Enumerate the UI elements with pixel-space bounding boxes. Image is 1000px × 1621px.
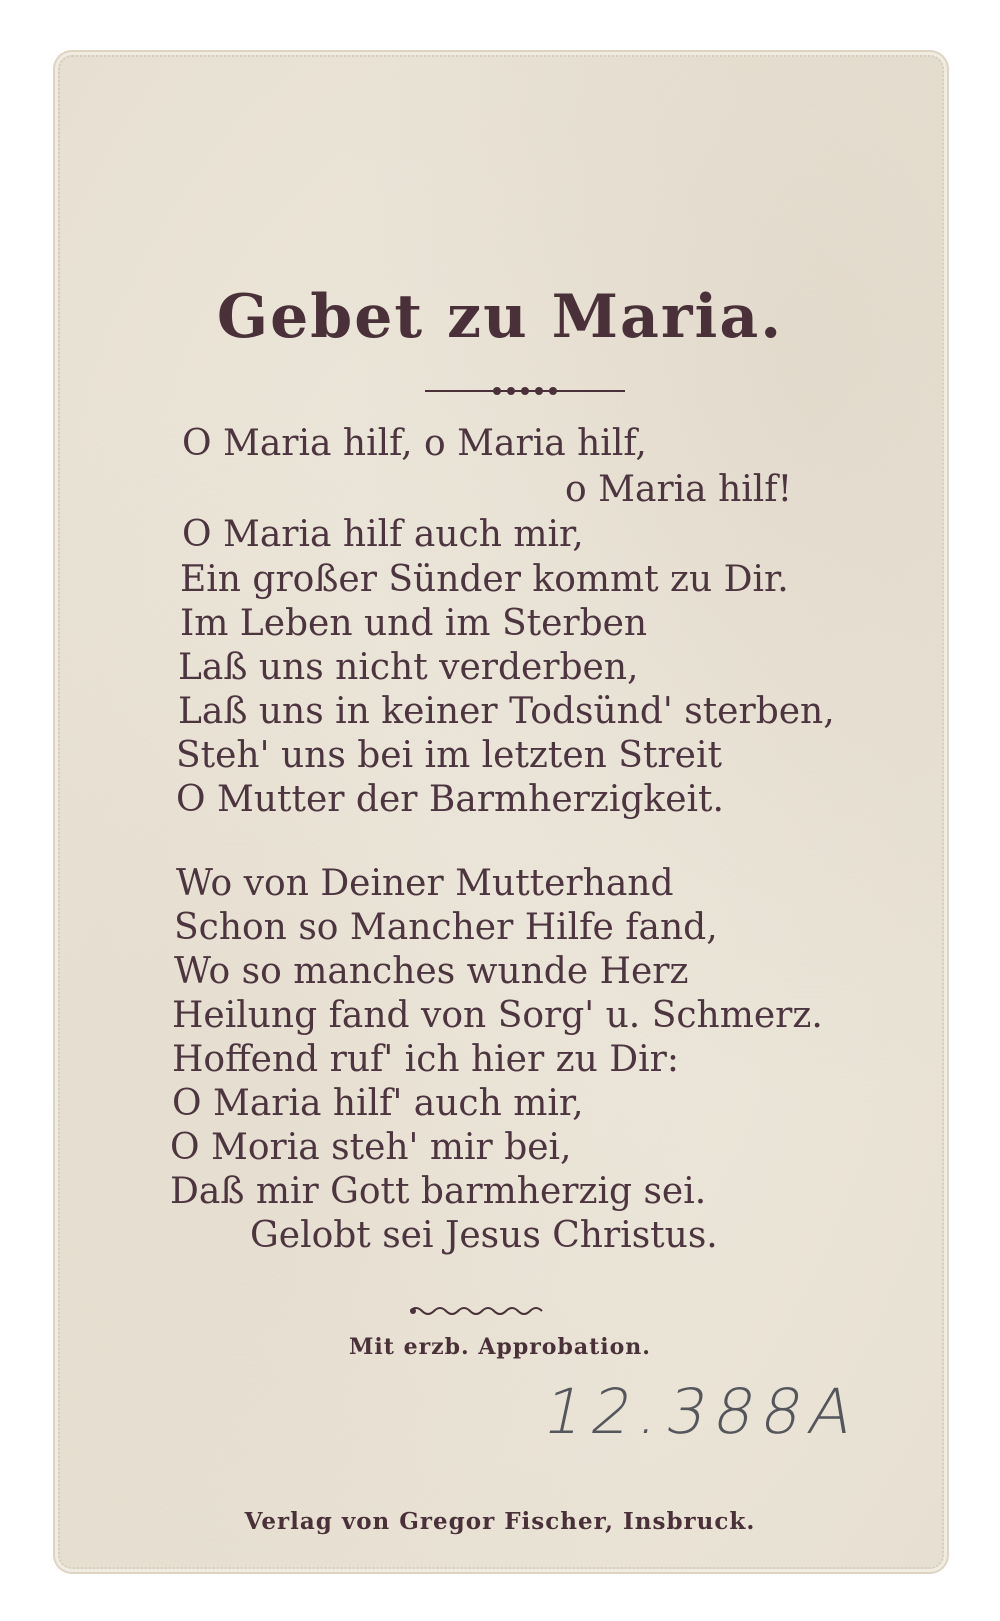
bottom-divider-ornament — [410, 1304, 545, 1318]
verse2-line-8: Daß mir Gott barmherzig sei. — [170, 1171, 707, 1212]
verse1-line-5: Im Leben und im Sterben — [180, 603, 648, 644]
verse2-line-2: Schon so Mancher Hilfe fand, — [174, 907, 718, 948]
verse1-line-3: O Maria hilf auch mir, — [182, 514, 584, 555]
verse2-line-9: Gelobt sei Jesus Christus. — [250, 1215, 718, 1256]
verse1-line-9: O Mutter der Barmherzigkeit. — [176, 779, 724, 820]
title-divider-ornament — [425, 384, 625, 398]
verse1-line-6: Laß uns nicht verderben, — [178, 647, 639, 688]
verse1-line-8: Steh' uns bei im letzten Streit — [176, 735, 722, 776]
verse1-line-1: O Maria hilf, o Maria hilf, — [182, 423, 647, 464]
verse2-line-4: Heilung fand von Sorg' u. Schmerz. — [172, 995, 823, 1036]
verse1-line-4: Ein großer Sünder kommt zu Dir. — [180, 559, 789, 600]
verse2-line-6: O Maria hilf' auch mir, — [172, 1083, 584, 1124]
verse1-line-7: Laß uns in keiner Todsünd' sterben, — [178, 691, 835, 732]
publisher-imprint: Verlag von Gregor Fischer, Insbruck. — [244, 1508, 756, 1535]
verse1-line-2: o Maria hilf! — [565, 469, 793, 510]
approbation-note: Mit erzb. Approbation. — [349, 1334, 651, 1360]
handwritten-inventory-number: 12.388A — [537, 1375, 869, 1448]
verse2-line-1: Wo von Deiner Mutterhand — [176, 863, 674, 904]
verse2-line-3: Wo so manches wunde Herz — [174, 951, 689, 992]
verse2-line-5: Hoffend ruf' ich hier zu Dir: — [172, 1039, 679, 1080]
card-title: Gebet zu Maria. — [216, 282, 784, 352]
verse2-line-7: O Moria steh' mir bei, — [170, 1127, 572, 1168]
